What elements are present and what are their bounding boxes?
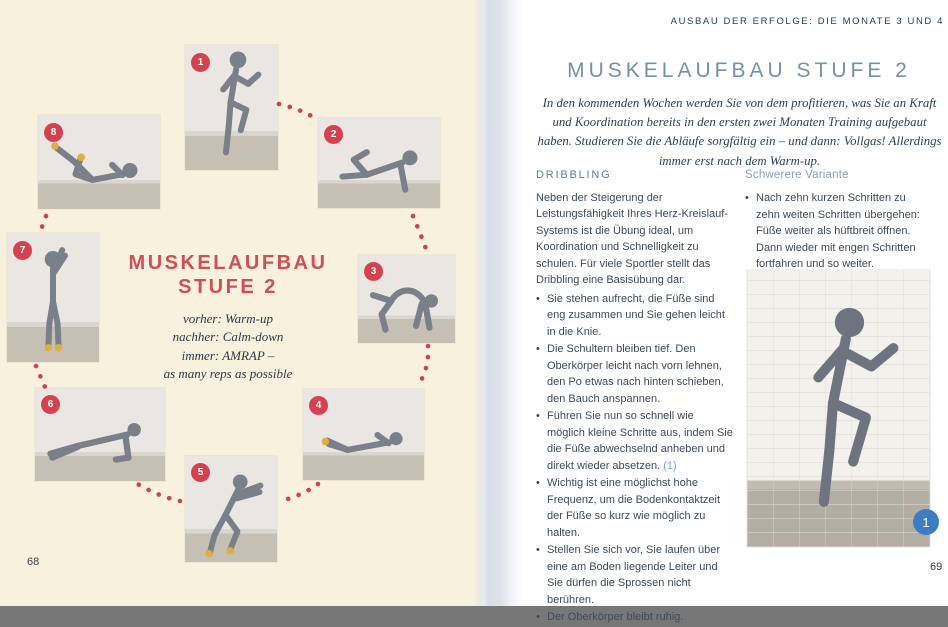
- exercise-photo-7: [7, 233, 99, 362]
- page-title: MUSKELAUFBAU STUFE 2: [567, 59, 911, 82]
- note-line: as many reps as possible: [163, 366, 293, 382]
- exercise-photo-4: [303, 389, 424, 480]
- instruction-item: • Sie stehen aufrecht, die Füße sind eng zusammen und Sie gehen leicht in die Knie.: [536, 291, 734, 341]
- instruction-list: [536, 291, 734, 626]
- step-badge: 2: [324, 125, 343, 144]
- variant-list: [745, 190, 932, 273]
- left-page-title: [118, 251, 338, 299]
- instruction-item: • Stellen Sie sich vor, Sie laufen über eine am Boden liegende Leiter und Sie dürfen die Sprossen nicht berühren.: [536, 542, 734, 608]
- high-knees-figure-icon: [747, 270, 930, 547]
- variant-heading: Schwerere Variante: [745, 169, 849, 181]
- exercise-photo-1: [185, 45, 278, 170]
- workout-notes: [118, 310, 338, 384]
- left-title-line2: STUFE 2: [178, 276, 278, 298]
- instruction-item: • Führen Sie nun so schnell wie möglich kleine Schritte aus, indem Sie die Füße abwechselnd anheben und direkt wieder absetzen. (1): [536, 408, 734, 474]
- photo-reference: (1): [663, 459, 677, 472]
- step-badge: 3: [364, 262, 383, 281]
- note-line: nachher: Calm-down: [172, 329, 284, 345]
- step-badge: 8: [44, 123, 63, 142]
- running-header: AUSBAU DER ERFOLGE: DIE MONATE 3 UND 4: [670, 16, 944, 27]
- step-badge: 5: [191, 463, 210, 482]
- exercise-photo-6: [35, 388, 165, 481]
- page-number-left: 68: [27, 556, 40, 568]
- step-badge: 7: [13, 241, 32, 260]
- exercise-photo-main: [747, 270, 930, 547]
- step-badge: 4: [309, 396, 328, 415]
- page-spine-shadow: [474, 0, 522, 606]
- exercise-photo-5: [185, 456, 277, 562]
- left-page: [0, 0, 482, 606]
- step-badge: 1: [191, 53, 210, 72]
- chapter-intro: In den kommenden Wochen werden Sie von dem profitieren, was Sie an Kraft und Koordination bereits in den ersten zwei Monaten Training aufgebaut haben. Studieren Sie die Abläufe sorgfältig ein – und dann: Vollgas! Allerdings immer erst nach dem Warm-up.: [537, 96, 942, 168]
- left-center-block: [118, 251, 338, 384]
- section-intro-text: Neben der Steigerung der Leistungsfähigkeit Ihres Herz-Kreislauf-Systems ist die Übung ideal, um Koordination und Schnelligkeit zu schulen. Für viele Sportler stellt das Dribbling eine Basisübung dar.: [536, 191, 728, 286]
- instruction-item: • Die Schultern bleiben tief. Den Oberkörper leicht nach vorn lehnen, den Po etwas nach hinten schieben, den Bauch anspannen.: [536, 341, 734, 407]
- instruction-item: • Nach zehn kurzen Schritten zu zehn weiten Schritten übergehen: Füße weiter als hüftbreit öffnen. Dann wieder mit engen Schritten fortfahren und so weiter.: [745, 190, 932, 273]
- left-title-line1: MUSKELAUFBAU: [128, 252, 328, 274]
- exercise-photo-3: [358, 255, 455, 343]
- exercise-photo-8: [38, 115, 160, 209]
- step-badge: 6: [41, 395, 60, 414]
- note-line: vorher: Warm-up: [183, 311, 273, 326]
- exercise-photo-2: [318, 118, 440, 208]
- section-variant: [745, 167, 932, 274]
- instruction-item: • Der Oberkörper bleibt ruhig.: [536, 609, 734, 626]
- note-line: immer: AMRAP –: [181, 347, 275, 363]
- section-dribbling: [536, 167, 734, 627]
- section-heading: DRIBBLING: [536, 169, 612, 181]
- photo-number-badge: 1: [913, 509, 939, 535]
- instruction-item: • Wichtig ist eine möglichst hohe Frequenz, um die Bodenkontaktzeit der Füße so kurz wie möglich zu halten.: [536, 475, 734, 541]
- page-number-right: 69: [930, 561, 943, 573]
